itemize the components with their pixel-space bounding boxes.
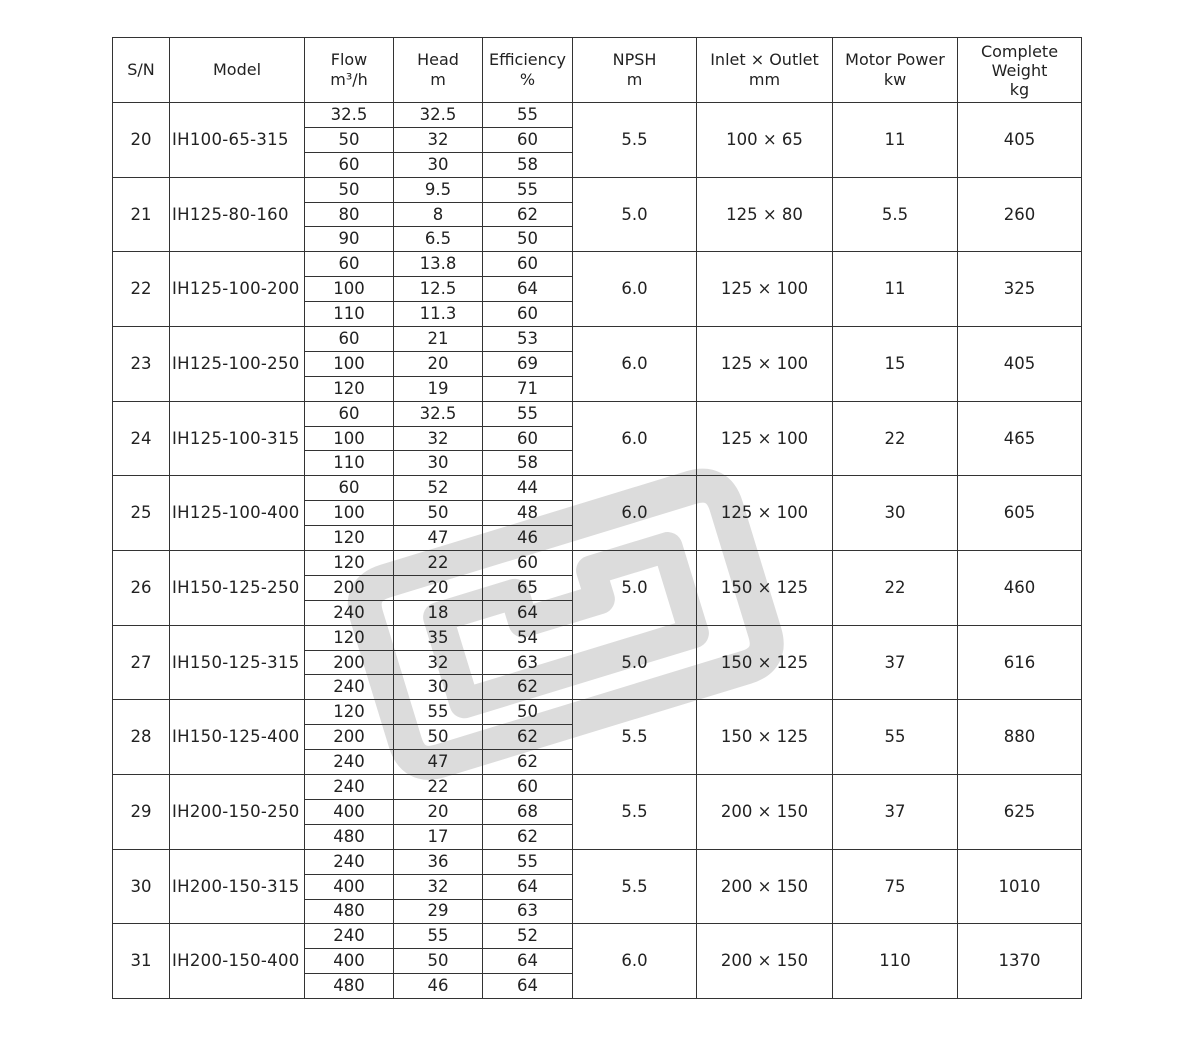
cell-efficiency: 62 (483, 202, 573, 227)
cell-head: 8 (394, 202, 483, 227)
cell-flow: 240 (305, 775, 394, 800)
cell-head: 47 (394, 750, 483, 775)
cell-flow: 60 (305, 327, 394, 352)
cell-model: IH200-150-250 (170, 775, 305, 850)
cell-flow: 240 (305, 750, 394, 775)
cell-npsh: 5.5 (573, 700, 697, 775)
cell-motor-power: 22 (833, 401, 958, 476)
cell-model: IH150-125-315 (170, 625, 305, 700)
header-flow: Flow m³/h (305, 38, 394, 103)
cell-model: IH100-65-315 (170, 103, 305, 178)
cell-npsh: 6.0 (573, 924, 697, 999)
cell-head: 9.5 (394, 177, 483, 202)
header-head: Head m (394, 38, 483, 103)
cell-efficiency: 64 (483, 600, 573, 625)
cell-sn: 21 (113, 177, 170, 252)
cell-sn: 23 (113, 327, 170, 402)
cell-efficiency: 46 (483, 526, 573, 551)
cell-inlet-outlet: 150 × 125 (697, 700, 833, 775)
cell-flow: 400 (305, 874, 394, 899)
cell-efficiency: 55 (483, 103, 573, 128)
header-row (113, 38, 1082, 103)
cell-motor-power: 37 (833, 625, 958, 700)
cell-efficiency: 55 (483, 177, 573, 202)
cell-efficiency: 44 (483, 476, 573, 501)
cell-efficiency: 54 (483, 625, 573, 650)
cell-inlet-outlet: 150 × 125 (697, 625, 833, 700)
cell-weight: 325 (958, 252, 1082, 327)
cell-flow: 240 (305, 849, 394, 874)
cell-flow: 60 (305, 252, 394, 277)
cell-efficiency: 60 (483, 252, 573, 277)
header-npsh: NPSH m (573, 38, 697, 103)
cell-weight: 260 (958, 177, 1082, 252)
cell-flow: 120 (305, 551, 394, 576)
cell-flow: 120 (305, 625, 394, 650)
cell-sn: 22 (113, 252, 170, 327)
table-row (113, 551, 1082, 576)
cell-head: 32 (394, 426, 483, 451)
cell-weight: 625 (958, 775, 1082, 850)
table-row (113, 849, 1082, 874)
cell-head: 22 (394, 551, 483, 576)
cell-efficiency: 53 (483, 327, 573, 352)
cell-head: 20 (394, 351, 483, 376)
cell-head: 32 (394, 874, 483, 899)
cell-model: IH125-100-400 (170, 476, 305, 551)
cell-inlet-outlet: 150 × 125 (697, 551, 833, 626)
cell-head: 32.5 (394, 103, 483, 128)
cell-efficiency: 68 (483, 799, 573, 824)
cell-head: 6.5 (394, 227, 483, 252)
cell-motor-power: 22 (833, 551, 958, 626)
table-row (113, 327, 1082, 352)
cell-flow: 400 (305, 799, 394, 824)
cell-head: 55 (394, 924, 483, 949)
cell-flow: 480 (305, 824, 394, 849)
cell-flow: 80 (305, 202, 394, 227)
cell-motor-power: 5.5 (833, 177, 958, 252)
cell-efficiency: 62 (483, 824, 573, 849)
cell-sn: 26 (113, 551, 170, 626)
cell-head: 47 (394, 526, 483, 551)
cell-head: 30 (394, 451, 483, 476)
table-row (113, 625, 1082, 650)
cell-efficiency: 58 (483, 152, 573, 177)
cell-model: IH200-150-400 (170, 924, 305, 999)
cell-efficiency: 62 (483, 675, 573, 700)
cell-npsh: 5.0 (573, 551, 697, 626)
cell-npsh: 5.0 (573, 177, 697, 252)
cell-head: 30 (394, 152, 483, 177)
cell-inlet-outlet: 200 × 150 (697, 775, 833, 850)
header-model: Model (170, 38, 305, 103)
cell-efficiency: 64 (483, 974, 573, 999)
table-row (113, 177, 1082, 202)
cell-sn: 24 (113, 401, 170, 476)
cell-flow: 32.5 (305, 103, 394, 128)
cell-efficiency: 55 (483, 849, 573, 874)
cell-motor-power: 75 (833, 849, 958, 924)
table-row (113, 924, 1082, 949)
cell-inlet-outlet: 200 × 150 (697, 924, 833, 999)
cell-head: 21 (394, 327, 483, 352)
cell-head: 13.8 (394, 252, 483, 277)
cell-efficiency: 64 (483, 874, 573, 899)
cell-efficiency: 71 (483, 376, 573, 401)
cell-head: 32 (394, 127, 483, 152)
cell-efficiency: 64 (483, 949, 573, 974)
cell-head: 50 (394, 949, 483, 974)
cell-weight: 465 (958, 401, 1082, 476)
cell-flow: 100 (305, 277, 394, 302)
cell-inlet-outlet: 125 × 80 (697, 177, 833, 252)
cell-npsh: 5.5 (573, 775, 697, 850)
cell-sn: 30 (113, 849, 170, 924)
cell-inlet-outlet: 125 × 100 (697, 401, 833, 476)
cell-npsh: 5.0 (573, 625, 697, 700)
cell-head: 12.5 (394, 277, 483, 302)
cell-sn: 20 (113, 103, 170, 178)
cell-efficiency: 50 (483, 700, 573, 725)
cell-weight: 605 (958, 476, 1082, 551)
cell-head: 32 (394, 650, 483, 675)
cell-motor-power: 37 (833, 775, 958, 850)
cell-head: 50 (394, 725, 483, 750)
cell-sn: 27 (113, 625, 170, 700)
cell-npsh: 6.0 (573, 327, 697, 402)
cell-head: 18 (394, 600, 483, 625)
cell-npsh: 6.0 (573, 252, 697, 327)
cell-flow: 90 (305, 227, 394, 252)
cell-flow: 240 (305, 924, 394, 949)
cell-flow: 480 (305, 974, 394, 999)
cell-efficiency: 50 (483, 227, 573, 252)
cell-motor-power: 110 (833, 924, 958, 999)
cell-head: 17 (394, 824, 483, 849)
cell-flow: 50 (305, 127, 394, 152)
cell-efficiency: 62 (483, 750, 573, 775)
cell-flow: 200 (305, 575, 394, 600)
cell-flow: 240 (305, 675, 394, 700)
cell-flow: 50 (305, 177, 394, 202)
cell-efficiency: 63 (483, 650, 573, 675)
cell-weight: 405 (958, 103, 1082, 178)
cell-inlet-outlet: 125 × 100 (697, 476, 833, 551)
pump-spec-table (112, 37, 1082, 999)
cell-flow: 100 (305, 351, 394, 376)
cell-npsh: 6.0 (573, 401, 697, 476)
cell-head: 20 (394, 575, 483, 600)
cell-efficiency: 58 (483, 451, 573, 476)
cell-model: IH200-150-315 (170, 849, 305, 924)
table-row (113, 103, 1082, 128)
header-sn: S/N (113, 38, 170, 103)
cell-efficiency: 63 (483, 899, 573, 924)
cell-efficiency: 64 (483, 277, 573, 302)
cell-head: 19 (394, 376, 483, 401)
cell-motor-power: 11 (833, 103, 958, 178)
cell-weight: 405 (958, 327, 1082, 402)
cell-weight: 460 (958, 551, 1082, 626)
cell-motor-power: 30 (833, 476, 958, 551)
cell-flow: 240 (305, 600, 394, 625)
cell-npsh: 5.5 (573, 849, 697, 924)
table-body (113, 103, 1082, 999)
cell-flow: 120 (305, 526, 394, 551)
cell-head: 46 (394, 974, 483, 999)
table-row (113, 252, 1082, 277)
cell-model: IH125-100-250 (170, 327, 305, 402)
cell-flow: 60 (305, 152, 394, 177)
cell-efficiency: 62 (483, 725, 573, 750)
cell-weight: 1370 (958, 924, 1082, 999)
cell-head: 20 (394, 799, 483, 824)
cell-flow: 480 (305, 899, 394, 924)
cell-flow: 120 (305, 700, 394, 725)
cell-weight: 616 (958, 625, 1082, 700)
cell-sn: 25 (113, 476, 170, 551)
cell-flow: 60 (305, 476, 394, 501)
cell-model: IH125-80-160 (170, 177, 305, 252)
cell-flow: 100 (305, 426, 394, 451)
cell-flow: 200 (305, 650, 394, 675)
cell-head: 55 (394, 700, 483, 725)
cell-flow: 200 (305, 725, 394, 750)
cell-inlet-outlet: 125 × 100 (697, 252, 833, 327)
cell-weight: 880 (958, 700, 1082, 775)
cell-model: IH150-125-400 (170, 700, 305, 775)
cell-efficiency: 52 (483, 924, 573, 949)
cell-motor-power: 15 (833, 327, 958, 402)
header-motor-power: Motor Power kw (833, 38, 958, 103)
cell-head: 36 (394, 849, 483, 874)
cell-head: 35 (394, 625, 483, 650)
cell-sn: 28 (113, 700, 170, 775)
cell-weight: 1010 (958, 849, 1082, 924)
cell-flow: 110 (305, 302, 394, 327)
cell-head: 52 (394, 476, 483, 501)
cell-inlet-outlet: 100 × 65 (697, 103, 833, 178)
cell-head: 30 (394, 675, 483, 700)
cell-head: 29 (394, 899, 483, 924)
cell-flow: 110 (305, 451, 394, 476)
cell-efficiency: 60 (483, 426, 573, 451)
cell-flow: 60 (305, 401, 394, 426)
cell-sn: 31 (113, 924, 170, 999)
cell-npsh: 6.0 (573, 476, 697, 551)
table-row (113, 401, 1082, 426)
cell-motor-power: 11 (833, 252, 958, 327)
cell-npsh: 5.5 (573, 103, 697, 178)
cell-flow: 100 (305, 501, 394, 526)
cell-head: 32.5 (394, 401, 483, 426)
cell-efficiency: 55 (483, 401, 573, 426)
cell-efficiency: 60 (483, 551, 573, 576)
cell-head: 11.3 (394, 302, 483, 327)
cell-inlet-outlet: 125 × 100 (697, 327, 833, 402)
cell-sn: 29 (113, 775, 170, 850)
cell-model: IH150-125-250 (170, 551, 305, 626)
cell-efficiency: 60 (483, 127, 573, 152)
table-row (113, 700, 1082, 725)
cell-head: 22 (394, 775, 483, 800)
table-row (113, 476, 1082, 501)
cell-flow: 400 (305, 949, 394, 974)
cell-head: 50 (394, 501, 483, 526)
cell-motor-power: 55 (833, 700, 958, 775)
header-efficiency: Efficiency % (483, 38, 573, 103)
cell-efficiency: 60 (483, 302, 573, 327)
table-row (113, 775, 1082, 800)
cell-efficiency: 69 (483, 351, 573, 376)
header-inlet-outlet: Inlet × Outlet mm (697, 38, 833, 103)
cell-flow: 120 (305, 376, 394, 401)
cell-model: IH125-100-315 (170, 401, 305, 476)
cell-efficiency: 65 (483, 575, 573, 600)
cell-model: IH125-100-200 (170, 252, 305, 327)
header-weight: Complete Weight kg (958, 38, 1082, 103)
cell-efficiency: 48 (483, 501, 573, 526)
cell-inlet-outlet: 200 × 150 (697, 849, 833, 924)
cell-efficiency: 60 (483, 775, 573, 800)
